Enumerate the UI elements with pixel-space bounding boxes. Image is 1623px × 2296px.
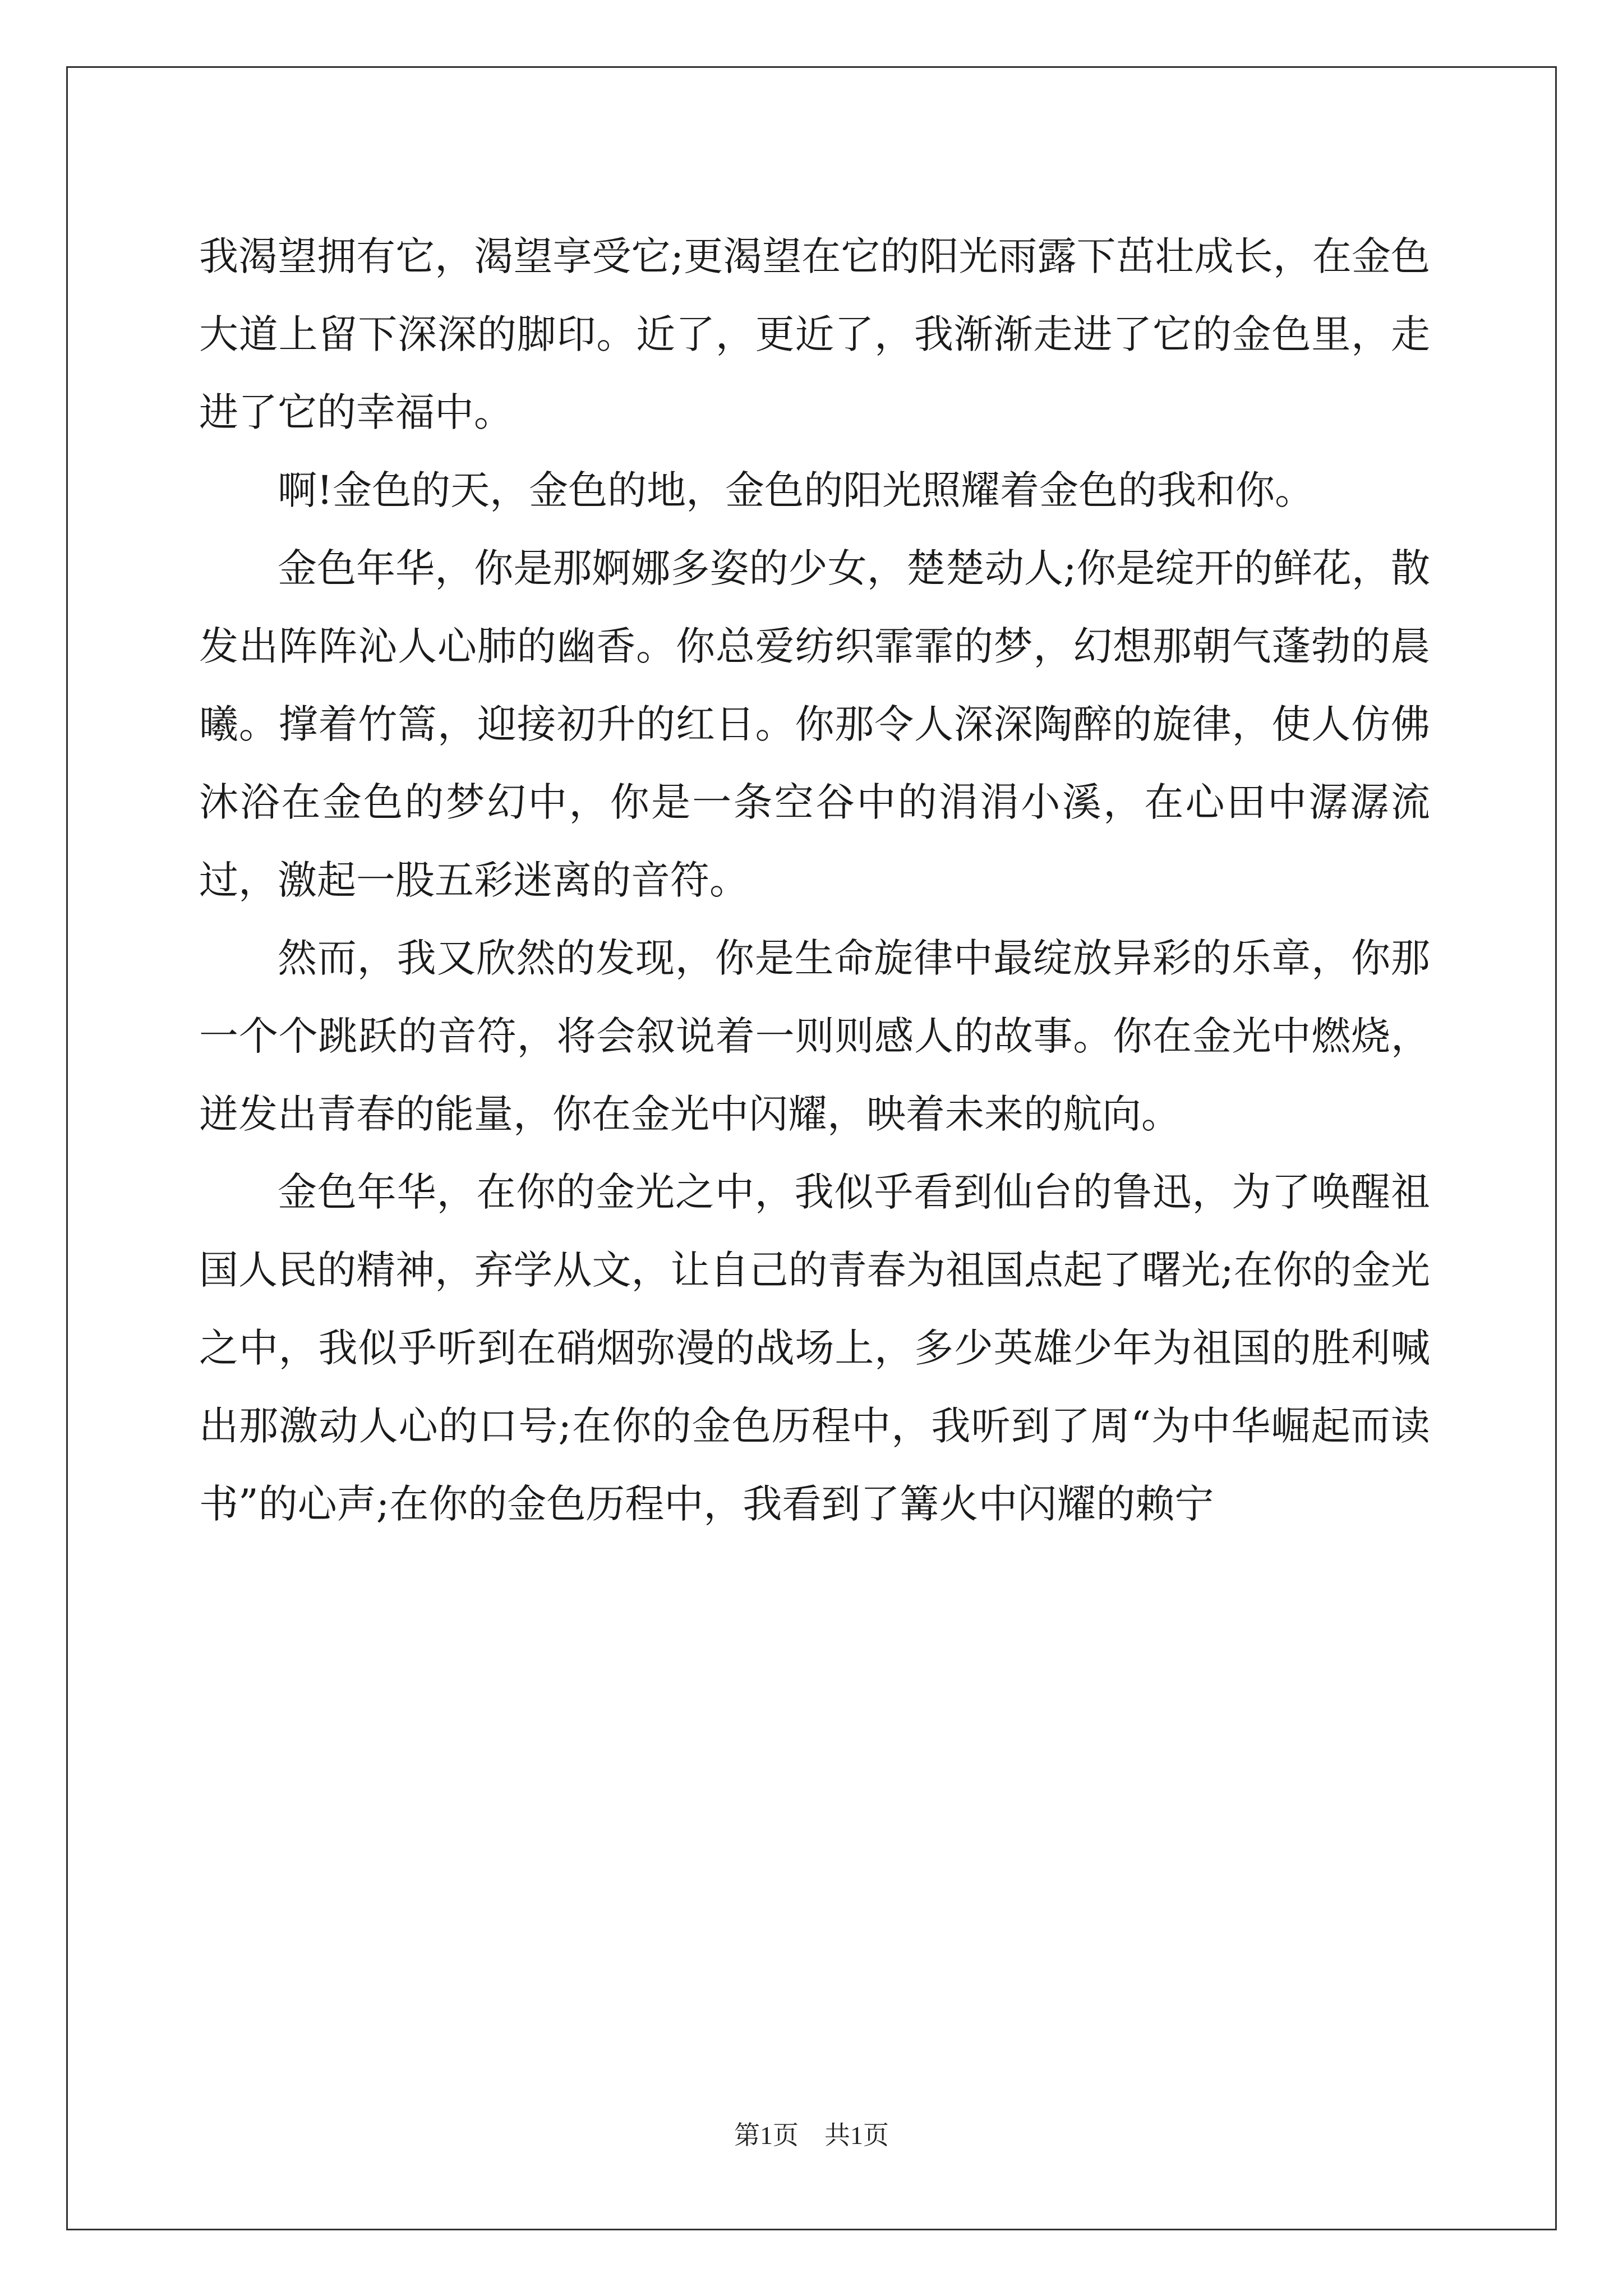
paragraph-3: 金色年华，你是那婀娜多姿的少女，楚楚动人;你是绽开的鲜花，散发出阵阵沁人心肺的幽香。你总爱纺织霏霏的梦，幻想那朝气蓬勃的晨曦。撑着竹篙，迎接初升的红日。你那令人深深陶醉的旋律，使人仿佛沐浴在金色的梦幻中，你是一条空谷中的涓涓小溪，在心田中潺潺流过，激起一股五彩迷离的音符。 [199,545,1430,903]
paragraph-5: 金色年华，在你的金光之中，我似乎看到仙台的鲁迅，为了唤醒祖国人民的精神，弃学从文，让自己的青春为祖国点起了曙光;在你的金光之中，我似乎听到在硝烟弥漫的战场上，多少英雄少年为祖国的胜利喊出那激动人心的口号;在你的金色历程中，我听到了周“为中华崛起而读书”的心声;在你的金色历程中，我看到了篝火中闪耀的赖宁 [199,1169,1430,1527]
paragraph-1: 我渴望拥有它，渴望享受它;更渴望在它的阳光雨露下茁壮成长，在金色大道上留下深深的脚印。近了，更近了，我渐渐走进了它的金色里，走进了它的幸福中。 [199,233,1430,435]
document-body [199,218,1430,1543]
paragraph-4: 然而，我又欣然的发现，你是生命旋律中最绽放异彩的乐章，你那一个个跳跃的音符，将会叙说着一则则感人的故事。你在金光中燃烧，迸发出青春的能量，你在金光中闪耀，映着未来的航向。 [199,935,1430,1137]
paragraph-2: 啊!金色的天，金色的地，金色的阳光照耀着金色的我和你。 [278,467,1315,513]
page-footer [0,2115,1623,2152]
page-number: 第1页 共1页 [734,2121,889,2150]
